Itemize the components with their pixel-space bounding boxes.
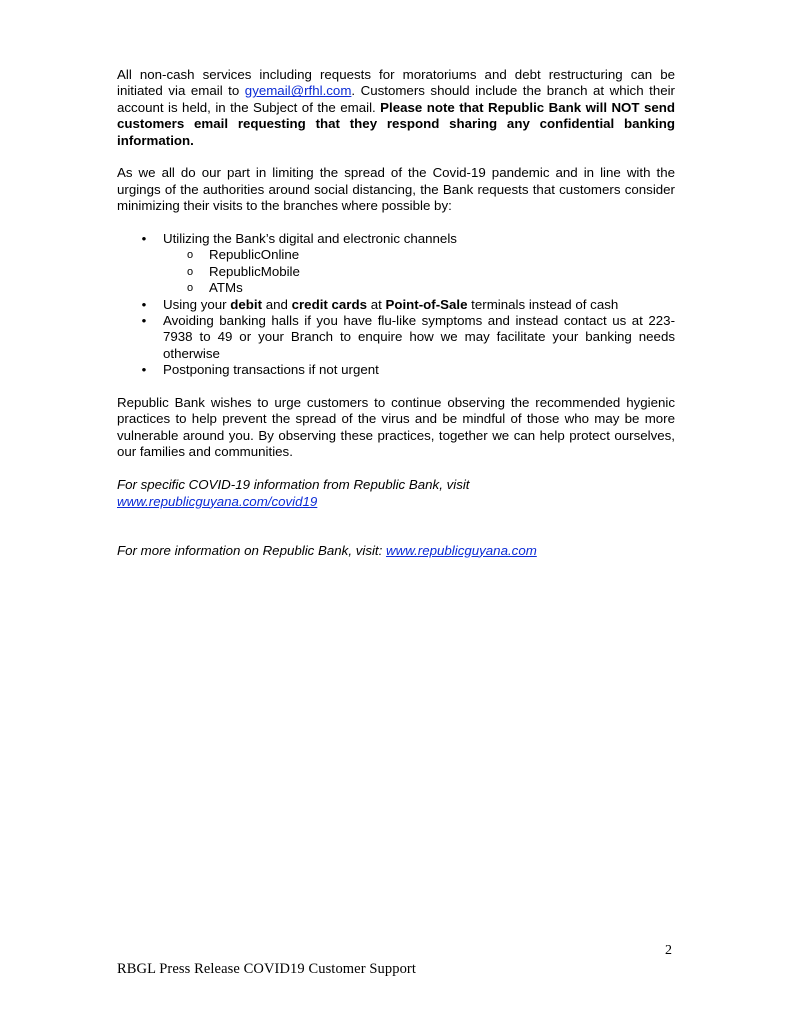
covid-info-paragraph (117, 477, 675, 510)
sub-item-text: RepublicMobile (209, 263, 300, 279)
page-number: 2 (665, 943, 672, 958)
bullet-icon: • (141, 231, 147, 247)
warning-note: Please note that Republic Bank will NOT send customers email requesting that they respond sharing any confidential banking information. (117, 99, 675, 148)
list-item-postpone (117, 362, 675, 378)
list-item-cards (117, 297, 675, 313)
list-item-avoid-halls (117, 313, 675, 362)
sub-item-republiconline (163, 247, 675, 263)
recommendations-list (117, 231, 675, 379)
bullet-icon: • (141, 313, 147, 329)
covid-info-text: For specific COVID-19 information from Republic Bank, visit (117, 477, 470, 493)
email-link[interactable]: gyemail@rfhl.com (244, 83, 352, 99)
sub-item-atms (163, 280, 675, 296)
list-item-digital-channels (117, 231, 675, 297)
document-body (117, 67, 675, 575)
sub-item-republicmobile (163, 264, 675, 280)
channels-sublist (163, 247, 675, 296)
covid-info-link[interactable]: www.republicguyana.com/covid19 (117, 493, 318, 509)
more-info-text: For more information on Republic Bank, visit: (117, 542, 387, 558)
list-item-text: Using your (163, 296, 231, 312)
list-item-text: at (367, 296, 386, 312)
sub-item-text: RepublicOnline (209, 247, 300, 263)
more-info-paragraph (117, 543, 675, 559)
list-item-text: Avoiding banking halls if you have flu-like symptoms and instead contact us at 223-7938 to 49 or your Branch to enquire how we may facilitate your banking needs otherwise (163, 313, 675, 361)
page-footer: RBGL Press Release COVID19 Customer Support (117, 961, 416, 977)
circle-bullet-icon: o (186, 249, 194, 262)
circle-bullet-icon: o (186, 282, 194, 295)
circle-bullet-icon: o (186, 265, 194, 278)
paragraph-email-services (117, 67, 675, 149)
emphasis-debit: debit (230, 296, 263, 312)
list-item-text: Utilizing the Bank’s digital and electronic channels (163, 231, 457, 247)
list-item-text: and (262, 296, 292, 312)
sub-item-text: ATMs (209, 280, 243, 296)
bullet-icon: • (141, 296, 147, 312)
emphasis-point-of-sale: Point-of-Sale (385, 296, 468, 312)
paragraph-text: All non-cash services including requests for moratoriums and debt restructuring can be initiated via email to (117, 67, 675, 99)
emphasis-credit-cards: credit cards (291, 296, 367, 312)
paragraph-social-distancing: As we all do our part in limiting the spread of the Covid-19 pandemic and in line with the urgings of the authorities around social distancing, the Bank requests that customers consider minimizing their visits to the branches where possible by: (117, 165, 675, 214)
paragraph-hygienic-practices: Republic Bank wishes to urge customers to continue observing the recommended hygienic practices to help prevent the spread of the virus and be mindful of those who may be more vulnerable around you. By observing these practices, together we can help protect ourselves, our families and communities. (117, 395, 675, 460)
bullet-icon: • (141, 362, 147, 378)
list-item-text: Postponing transactions if not urgent (163, 362, 379, 378)
list-item-text: terminals instead of cash (467, 296, 619, 312)
paragraph-text: . Customers should include the branch at which their account is held, in the Subject of the email. (117, 83, 675, 115)
more-info-link[interactable]: www.republicguyana.com (386, 542, 537, 558)
spacer (117, 526, 675, 542)
